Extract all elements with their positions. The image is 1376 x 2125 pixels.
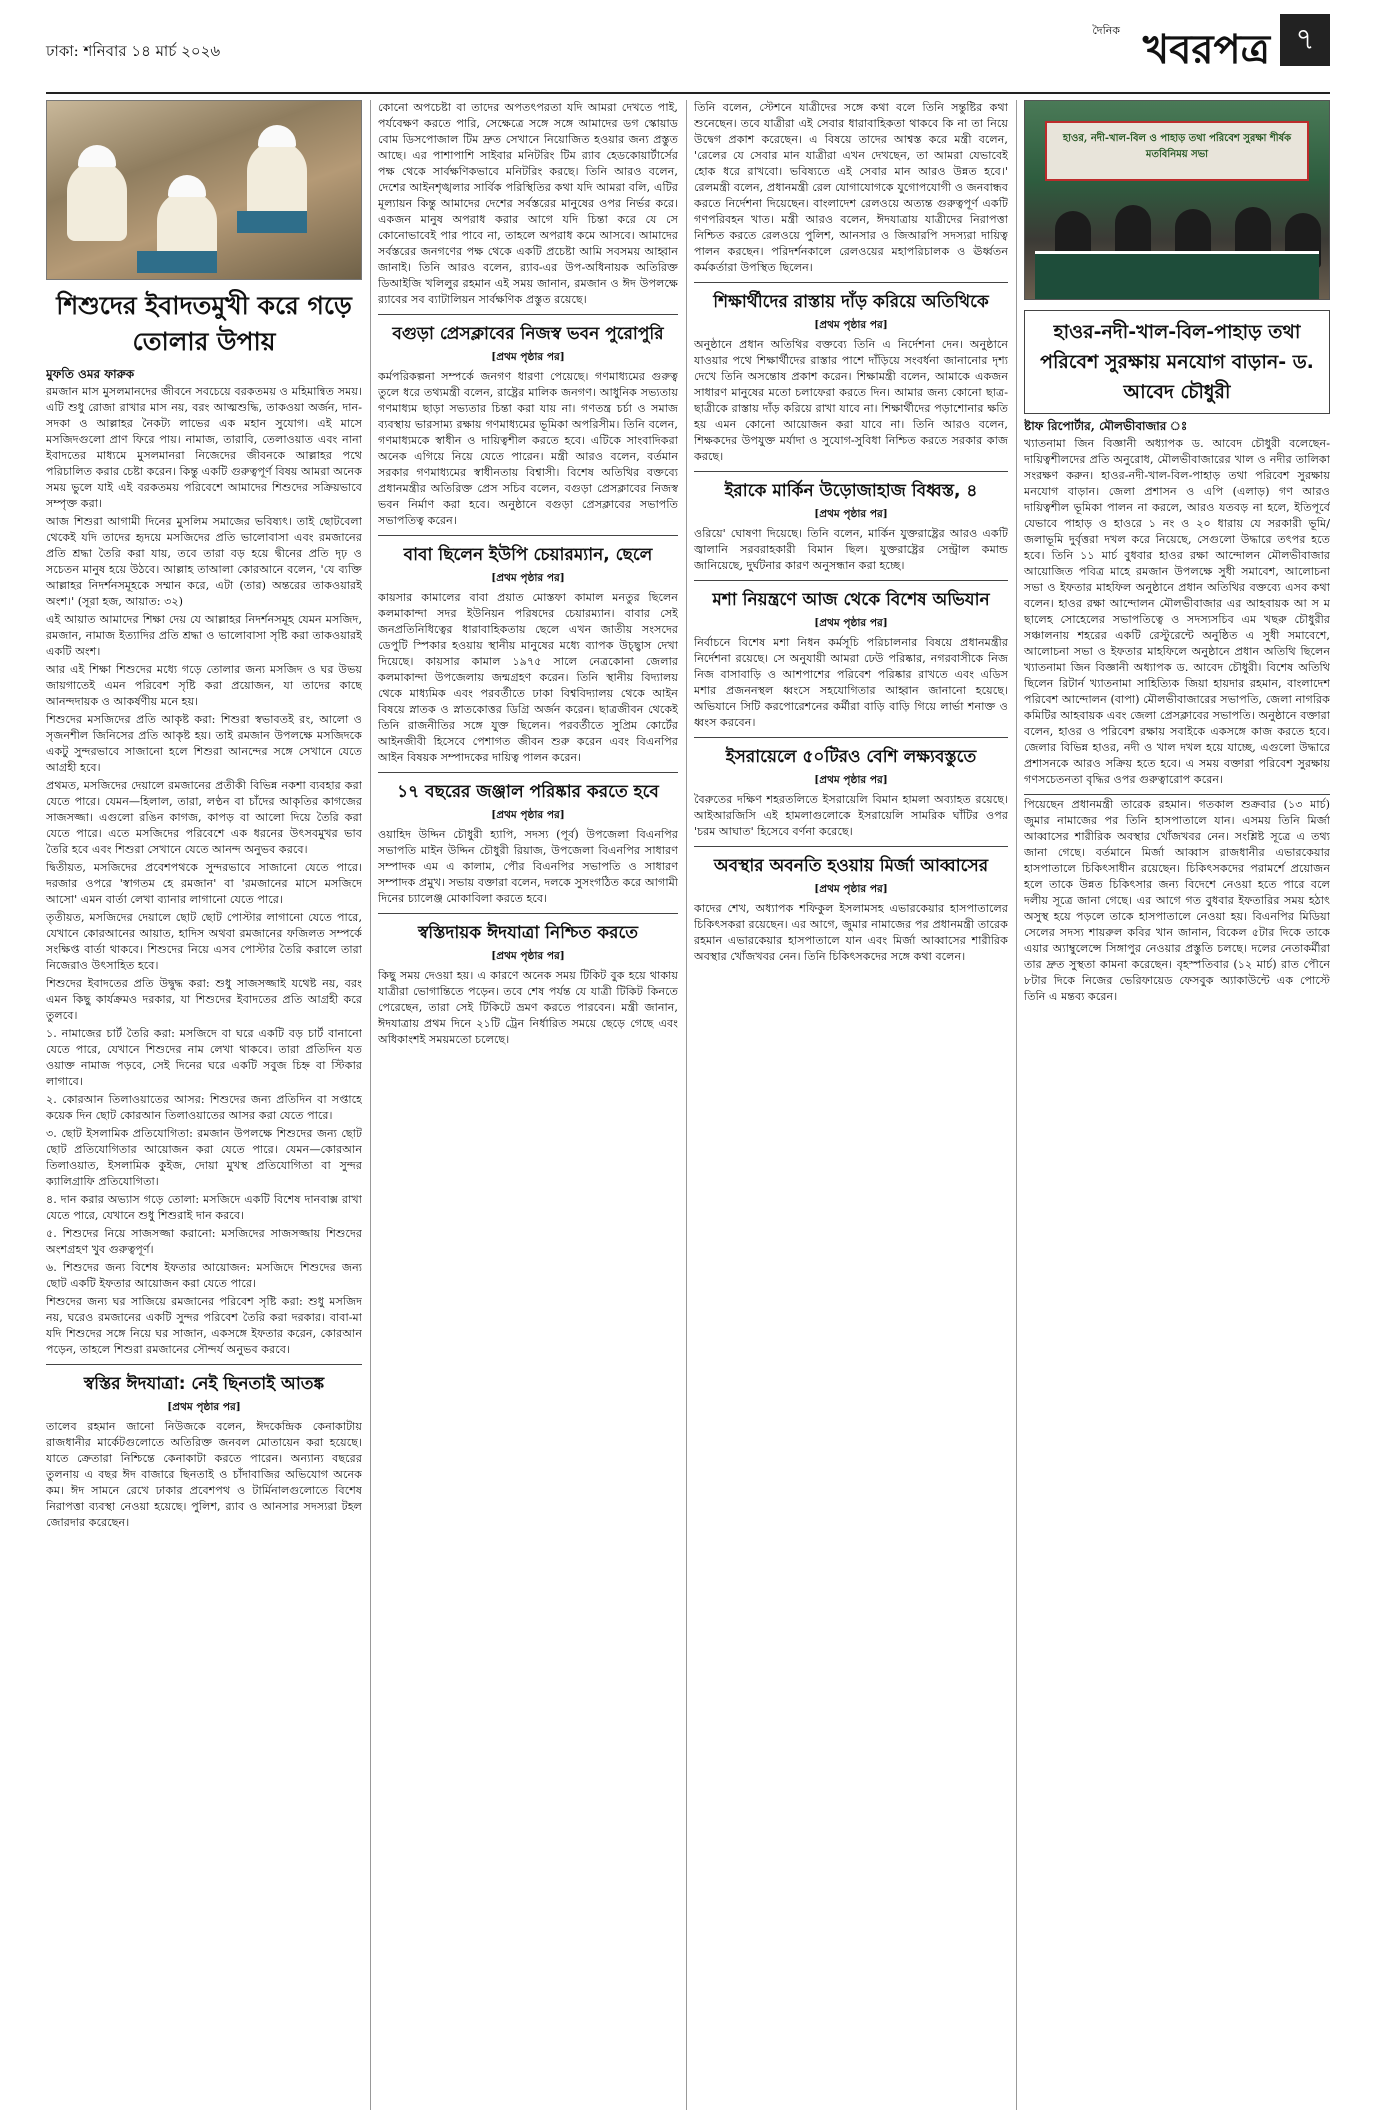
headline-israel-targets: ইসরায়েলে ৫০টিরও বেশি লক্ষ্যবস্তুতে [725, 747, 977, 767]
article-body-mirza-abbas: কাদের শেখ, অধ্যাপক শফিকুল ইসলামসহ এভারকেয়ার হাসপাতালের চিকিৎসকরা রয়েছেন। এর আগে, জুমার নামাজের পর প্রধানমন্ত্রী তারেক রহমান এভারকেয়ার হাসপাতালে যান এবং মির্জা আব্বাসের শারীরিক অবস্থার খোঁজখবর নেন। তিনি চিকিৎসকদের সঙ্গে কথা বলেন। [694, 902, 1008, 963]
article-body-students: অনুষ্ঠানে প্রধান অতিথির বক্তব্যে তিনি এ নির্দেশনা দেন। অনুষ্ঠানে যাওয়ার পথে শিক্ষার্থীদের রাস্তার পাশে দাঁড়িয়ে সংবর্ধনা জানানোর দৃশ্য দেখে তিনি অসন্তোষ প্রকাশ করেন। শিক্ষামন্ত্রী বলেন, আমাকে একজন সাধারণ মানুষের মতো চলাফেরা করতে দিন। আমার জন্য কোনো ছাত্র-ছাত্রীকে রাস্তায় দাঁড় করিয়ে রাখা যাবে না। শিক্ষার্থীদের পড়াশোনার ক্ষতি হয় এমন কোনো আয়োজন করা যাবে না। তিনি আরও বলেন, শিক্ষকদের উপযুক্ত মর্যাদা ও সুযোগ-সুবিধা নিশ্চিত করতে সরকার কাজ করছে। [694, 338, 1008, 463]
article-body-children: রমজান মাস মুসলমানদের জীবনে সবচেয়ে বরকতময় ও মহিমান্বিত সময়। এটি শুধু রোজা রাখার মাস নয়, বরং আত্মশুদ্ধি, তাকওয়া অর্জন, দান-সদকা ও আল্লাহর নৈকট্য লাভের এক মহান সুযোগ। এই মাসে মসজিদগুলো প্রাণ ফিরে পায়। নামাজ, তারাবি, তেলাওয়াত এবং নানা ইবাদতের মাধ্যমে মুসলমানরা নিজেদের জীবনকে আল্লাহর পথে পরিচালিত করার চেষ্টা করেন। কিন্তু একটি গুরুত্বপূর্ণ বিষয় আমরা অনেক সময় ভুলে যাই এই বরকতময় পরিবেশে আমাদের শিশুদের সক্রিয়ভাবে সম্পৃক্ত করা। আজ শিশুরা আগামী দিনের মুসলিম সমাজের ভবিষ্যৎ। তাই ছোটবেলা থেকেই যদি তাদের হৃদয়ে মসজিদের প্রতি ভালোবাসা এবং রমজানের প্রতি শ্রদ্ধা তৈরি করা যায়, তবে তারা বড় হয়ে দ্বীনের প্রতি দৃঢ় ও সচেতন মানুষ হয়ে উঠবে। আল্লাহ তাআলা কোরআনে বলেন, 'যে ব্যক্তি আল্লাহর নিদর্শনসমূহকে সম্মান করে, এটা (তার) অন্তরের তাকওয়ারই অংশ।' (সূরা হজ, আয়াত: ৩২) এই আয়াত আমাদের শিক্ষা দেয় যে আল্লাহর নিদর্শনসমূহ যেমন মসজিদ, রমজান, নামাজ ইত্যাদির প্রতি শ্রদ্ধা ও ভালোবাসা সৃষ্টি করা তাকওয়ারই একটি অংশ। আর এই শিক্ষা শিশুদের মধ্যে গড়ে তোলার জন্য মসজিদ ও ঘর উভয় জায়গাতেই এমন পরিবেশ সৃষ্টি করা প্রয়োজন, যা তাদের কাছে আনন্দদায়ক ও আকর্ষণীয় মনে হয়। শিশুদের মসজিদের প্রতি আকৃষ্ট করা: শিশুরা স্বভাবতই রং, আলো ও সৃজনশীল জিনিসের প্রতি আকৃষ্ট হয়। তাই রমজান উপলক্ষে মসজিদকে একটু সুন্দরভাবে সাজানো হলে শিশুরা আনন্দের সঙ্গে সেখানে যেতে আগ্রহী হবে। প্রথমত, মসজিদের দেয়ালে রমজানের প্রতীকী বিভিন্ন নকশা ব্যবহার করা যেতে পারে। যেমন—হিলাল, তারা, লণ্ঠন বা চাঁদের আকৃতির কাগজের সাজসজ্জা। এগুলো রঙিন কাগজ, কাপড় বা আলো দিয়ে তৈরি করা যেতে পারে। এতে মসজিদের পরিবেশে এক ধরনের উৎসবমুখর ভাব তৈরি হবে এবং শিশুরা সেখানে যেতে আনন্দ অনুভব করবে। দ্বিতীয়ত, মসজিদের প্রবেশপথকে সুন্দরভাবে সাজানো যেতে পারে। দরজার ওপরে 'স্বাগতম হে রমজান' বা 'রমজানের মাসে মসজিদে আসো' এমন বার্তা লেখা ব্যানার লাগানো যেতে পারে। তৃতীয়ত, মসজিদের দেয়ালে ছোট ছোট পোস্টার লাগানো যেতে পারে, যেখানে কোরআনের আয়াত, হাদিস অথবা রমজানের ফজিলত সম্পর্কে সংক্ষিপ্ত বার্তা থাকবে। শিশুদের নিয়ে এসব পোস্টার তৈরি করালে তারা নিজেরাও উৎসাহিত হবে। শিশুদের ইবাদতের প্রতি উদ্বুদ্ধ করা: শুধু সাজসজ্জাই যথেষ্ট নয়, বরং এমন কিছু কার্যক্রমও দরকার, যা শিশুদের ইবাদতের প্রতি আগ্রহী করে তুলবে। ১. নামাজের চার্ট তৈরি করা: মসজিদে বা ঘরে একটি বড় চার্ট বানানো যেতে পারে, যেখানে শিশুদের নাম লেখা থাকবে। তারা প্রতিদিন যত ওয়াক্ত নামাজ পড়বে, সেই দিনের ঘরে একটি সবুজ চিহ্ন বা স্টিকার লাগাবে। ২. কোরআন তিলাওয়াতের আসর: শিশুদের জন্য প্রতিদিন বা সপ্তাহে কয়েক দিন ছোট কোরআন তিলাওয়াতের আসর করা যেতে পারে। ৩. ছোট ইসলামিক প্রতিযোগিতা: রমজান উপলক্ষে শিশুদের জন্য ছোট ছোট প্রতিযোগিতার আয়োজন করা যেতে পারে। যেমন—কোরআন তিলাওয়াত, ইসলামিক কুইজ, দোয়া মুখস্থ প্রতিযোগিতা বা সুন্দর ক্যালিগ্রাফি প্রতিযোগিতা। ৪. দান করার অভ্যাস গড়ে তোলা: মসজিদে একটি বিশেষ দানবাক্স রাখা যেতে পারে, যেখানে শুধু শিশুরাই দান করবে। ৫. শিশুদের নিয়ে সাজসজ্জা করানো: মসজিদের সাজসজ্জায় শিশুদের অংশগ্রহণ খুব গুরুত্বপূর্ণ। ৬. শিশুদের জন্য বিশেষ ইফতার আয়োজন: মসজিদে শিশুদের জন্য ছোট একটি ইফতার আয়োজন করা যেতে পারে। শিশুদের জন্য ঘর সাজিয়ে রমজানের পরিবেশ সৃষ্টি করা: শুধু মসজিদ নয়, ঘরেও রমজানের একটি সুন্দর পরিবেশ তৈরি করা দরকার। বাবা-মা যদি শিশুদের সঙ্গে নিয়ে ঘর সাজান, একসঙ্গে ইফতার করেন, কোরআন পড়েন, তাহলে শিশুরা রমজানের সৌন্দর্য অনুভব করবে। [46, 385, 362, 1356]
headline-eid-travel: স্বস্তিদায়ক ঈদযাত্রা নিশ্চিত করতে [417, 923, 639, 943]
column-1 [46, 100, 362, 2110]
date-line: ঢাকা: শনিবার ১৪ মার্চ ২০২৬ [46, 42, 221, 60]
photo-banner-text: হাওর, নদী-খাল-বিল ও পাহাড় তথা পরিবেশ সুরক্ষা শীর্ষক মতবিনিময় সভা [1062, 133, 1292, 160]
newspaper-logo: খবরপত্র [1142, 27, 1270, 73]
headline-students-street: শিক্ষার্থীদের রাস্তায় দাঁড় করিয়ে অতিথিকে [713, 292, 989, 312]
continued-label: [প্রথম পৃষ্ঠার পর] [167, 1401, 241, 1413]
brand-prefix: দৈনিক [1092, 24, 1120, 37]
column-4 [1024, 100, 1330, 2110]
article-body-mirza-continued: পিয়েছেন প্রধানমন্ত্রী তারেক রহমান। গতকাল শুক্রবার (১৩ মার্চ) জুমার নামাজের পর তিনি হাসপাতালে যান। এসময় তিনি মির্জা আব্বাসের শারীরিক অবস্থার খোঁজখবর নেন। সংশ্লিষ্ট সূত্রে এ তথ্য জানা গেছে। বর্তমানে মির্জা আব্বাস রাজধানীর এভারকেয়ার হাসপাতালে চিকিৎসাধীন রয়েছেন। চিকিৎসকদের পরামর্শে প্রয়োজন হলে তাকে উন্নত চিকিৎসার জন্য বিদেশে নেওয়া হতে পারে বলে দলীয় সূত্রে জানা গেছে। এর আগে গত বুধবার ইফতারির সময় হঠাৎ অসুস্থ হয়ে পড়লে তাকে হাসপাতালে নেওয়া হয়। বিএনপির মিডিয়া সেলের সদস্য শায়রুল কবির খান জানান, বিকেল ৫টার দিকে তাকে এয়ার অ্যাম্বুলেন্সে সিঙ্গাপুর নেওয়ার প্রস্তুতি চলছে। দলের নেতাকর্মীরা তার দ্রুত সুস্থতা কামনা করেছেন। বৃহস্পতিবার (১২ মার্চ) রাত পৌনে ৮টার দিকে নিজের ভেরিফায়েড ফেসবুক অ্যাকাউন্টে এক পোস্টে তিনি এ মন্তব্য করেন। [1024, 798, 1330, 1003]
article-body-bogura: কর্মপরিকল্পনা সম্পর্কে জনগণ ধারণা পেয়েছে। গণমাধ্যমের গুরুত্ব তুলে ধরে তথ্যমন্ত্রী বলেন, রাষ্ট্রের মালিক জনগণ। আধুনিক সভ্যতায় গণমাধ্যম ছাড়া সভ্যতার চিন্তা করা যায় না। গণতন্ত্র চর্চা ও সমাজ ব্যবস্থায় ভারসাম্য রক্ষায় গণমাধ্যমের ভূমিকা অপরিসীম। তিনি বলেন, গণমাধ্যমকে স্বাধীন ও দায়িত্বশীল করতে হবে। এটিকে সাংবাদিকরা অনেক এগিয়ে নিয়ে যেতে পারেন। মন্ত্রী আরও বলেন, বর্তমান সরকার গণমাধ্যমের স্বাধীনতায় বিশ্বাসী। বিশেষ অতিথির বক্তব্যে প্রধানমন্ত্রীর অতিরিক্ত প্রেস সচিব বলেন, বগুড়া প্রেসক্লাবের নিজস্ব ভবন নির্মাণ করা হবে। অনুষ্ঠানে বগুড়া প্রেসক্লাবের সভাপতি সভাপতিত্ব করেন। [378, 370, 678, 527]
reporter-line: ষ্টাফ রিপোর্টার, মৌলভীবাজার ঃ [1024, 419, 1188, 433]
headline-bogura-pressclub: বগুড়া প্রেসক্লাবের নিজস্ব ভবন পুরোপুরি [392, 324, 664, 344]
environment-article-box [1024, 310, 1330, 414]
page-header [46, 14, 1330, 94]
article-body-eid: তালেব রহমান জানো নিউজকে বলেন, ঈদকেন্দ্রিক কেনাকাটায় রাজধানীর মার্কেটগুলোতে অতিরিক্ত জনবল মোতায়েন করা হয়েছে। যাতে ক্রেতারা নিশ্চিন্তে কেনাকাটা করতে পারেন। অন্যান্য বছরের তুলনায় এ বছর ঈদ বাজারে ছিনতাই ও চাঁদাবাজির অভিযোগ অনেক কম। ঈদ সামনে রেখে ঢাকার প্রবেশপথ ও টার্মিনালগুলোতে বিশেষ নিরাপত্তা ব্যবস্থা নেওয়া হয়েছে। পুলিশ, র‍্যাব ও আনসার সদস্যরা টহল জোরদার করেছেন। [46, 1420, 362, 1529]
page-number: ৭ [1280, 14, 1330, 66]
headline-up-chairman: বাবা ছিলেন ইউপি চেয়ারম্যান, ছেলে [403, 545, 653, 565]
headline-mosquito-drive: মশা নিয়ন্ত্রণে আজ থেকে বিশেষ অভিযান [712, 590, 990, 610]
article-body-17-years: ওয়াহিদ উদ্দিন চৌধুরী হ্যাপি, সদস্য (পূর্ব) উপজেলা বিএনপির সভাপতি মাইন উদ্দিন চৌধুরী রিয়াজ, উপজেলা বিএনপির সাধারণ সম্পাদক এম এ কালাম, পৌর বিএনপির সভাপতি ও সাধারণ সম্পাদক প্রমুখ। সভায় বক্তারা বলেন, দলকে সুসংগঠিত করে আগামী দিনের চ্যালেঞ্জ মোকাবিলা করতে হবে। [378, 828, 678, 905]
byline: মুফতি ওমর ফারুক [46, 367, 135, 381]
article-body-environment: খ্যাতনামা জিন বিজ্ঞানী অধ্যাপক ড. আবেদ চৌধুরী বলেছেন- দায়িত্বশীলদের প্রতি অনুরোধ, মৌলভীবাজারের খাল ও নদীর তালিকা সংরক্ষণ করুন। হাওর-নদী-খাল-বিল-পাহাড় তথা পরিবেশ সুরক্ষায় মনযোগ বাড়ান। জেলা প্রশাসন ও এপি (এলাড়) গণ আরও দায়িত্বশীল ভূমিকা পালন না করলে, আরও যতবড় না হলে, ইতিপূর্বে যেভাবে পাহাড় ও হাওরে ১ নং ও ২০ ধারায় যে সরকারী ভূমি/জলাভূমি দুর্বৃত্তরা দখল করে নিয়েছে, সেগুলো উদ্ধারে তৎপর হতে হবে। তিনি ১১ মার্চ বুধবার হাওর রক্ষা আন্দোলন মৌলভীবাজার আয়োজিত পবিত্র মাহে রমজান উপলক্ষে সুধী সমাবেশ, আলোচনা সভা ও ইফতার মাহফিল অনুষ্ঠানে প্রধান অতিথির বক্তব্যে এসব কথা বলেন। হাওর রক্ষা আন্দোলন মৌলভীবাজার এর আহবায়ক আ স ম ছালেহ সোহেলের সভাপতিত্বে ও সদস্যসচিব এম খছরু চৌধুরীর সঞ্চালনায় শহরের একটি রেস্টুরেন্টে অনুষ্ঠিত এ সুধী সমাবেশে, আলোচনা সভা ও ইফতার মাহফিলে অনুষ্ঠানে প্রধান অতিথি ছিলেন খ্যাতনামা জিন বিজ্ঞানী অধ্যাপক ড. আবেদ চৌধুরী। বিশেষ অতিথি ছিলেন রিটার্ন খ্যাতনামা সাহিত্যিক জিয়া হায়দার রহমান, বাংলাদেশ পরিবেশ আন্দোলন (বাপা) মৌলভীবাজারের সভাপতি, জেলা নাগরিক কমিটির আহবায়ক এবং জেলা প্রেসক্লাবের সভাপতি। অনুষ্ঠানে বক্তারা বলেন, হাওর ও পরিবেশ রক্ষায় সবাইকে একসঙ্গে কাজ করতে হবে। জেলার বিভিন্ন হাওর, নদী ও খাল দখল হয়ে যাচ্ছে, এগুলো উদ্ধারে প্রশাসনকে আরও সক্রিয় হতে হবে। এ সময় বক্তারা পরিবেশ সুরক্ষায় গণসচেতনতা বৃদ্ধির ওপর গুরুত্বারোপ করেন। [1024, 437, 1330, 786]
article-body-israel: বৈরুতের দক্ষিণ শহরতলিতে ইসরায়েলি বিমান হামলা অব্যাহত রয়েছে। আইআরজিসি এই হামলাগুলোকে ইসরায়েলি সামরিক ঘাঁটির ওপর 'চরম আঘাত' হিসেবে বর্ণনা করেছে। [694, 793, 1008, 838]
column-3: তিনি বলেন, স্টেশনে যাত্রীদের সঙ্গে কথা বলে তিনি সন্তুষ্টির কথা শুনেছেন। তবে যাত্রীরা এই সেবার ধারাবাহিকতা থাকবে কি না তা নিয়ে উদ্বেগ প্রকাশ করেছেন। এ বিষয়ে তাদের আশ্বস্ত করে মন্ত্রী বলেন, 'রেলের যে সেবার মান যাত্রীরা এখন দেখছেন, তা আমরা যেভাবেই হোক ধরে রাখবো। ভবিষ্যতে এই সেবার মান আরও উন্নত হবে।' রেলমন্ত্রী বলেন, প্রধানমন্ত্রী রেল যোগাযোগকে যুগোপযোগী ও জনবান্ধব করতে নির্দেশনা দিয়েছেন। বাংলাদেশ রেলওয়ে অত্যন্ত গুরুত্বপূর্ণ একটি গণপরিবহন খাত। মন্ত্রী আরও বলেন, ঈদযাত্রায় যাত্রীদের নিরাপত্তা নিশ্চিত করতে রেলওয়ে পুলিশ, আনসার ও জিআরপি সদস্যরা দায়িত্ব পালন করছেন। পরিদর্শনকালে রেলওয়ের মহাপরিচালক ও ঊর্ধ্বতন কর্মকর্তারা উপস্থিত ছিলেন। শিক্ষার্থীদের রাস্তায় দাঁড় করিয়ে অতিথিকে [প্রথম পৃষ্ঠার পর] অনুষ্ঠানে প্রধান অতিথির বক্তব্যে তিনি এ নির্দেশনা দেন। অনুষ্ঠানে যাওয়ার পথে শিক্ষার্থীদের রাস্তার পাশে দাঁড়িয়ে সংবর্ধনা জানানোর দৃশ্য দেখে তিনি অসন্তোষ প্রকাশ করেন। শিক্ষামন্ত্রী বলেন, আমাকে একজন সাধারণ মানুষের মতো চলাফেরা করতে দিন। আমার জন্য কোনো ছাত্র-ছাত্রীকে রাস্তায় দাঁড় করিয়ে রাখা যাবে না। শিক্ষার্থীদের পড়াশোনার ক্ষতি হয় এমন কোনো আয়োজন করা যাবে না। তিনি আরও বলেন, শিক্ষকদের উপযুক্ত মর্যাদা ও সুযোগ-সুবিধা নিশ্চিত করতে সরকার কাজ করছে। ইরাকে মার্কিন উড়োজাহাজ বিধ্বস্ত, ৪ [প্রথম পৃষ্ঠার পর] ওরিয়ে' ঘোষণা দিয়েছে। তিনি বলেন, মার্কিন যুক্তরাষ্ট্রের আরও একটি জ্বালানি সরবরাহকারী বিমান ছিল। যুক্তরাষ্ট্রের সেন্ট্রাল কমান্ড জানিয়েছে, দুর্ঘটনার কারণ অনুসন্ধান করা হচ্ছে। মশা নিয়ন্ত্রণে আজ থেকে বিশেষ অভিযান [প্রথম পৃষ্ঠার পর] নির্বাচনে বিশেষ মশা নিধন কর্মসূচি পরিচালনার বিষয়ে প্রধানমন্ত্রীর নির্দেশনা রয়েছে। সে অনুযায়ী আমরা ঢেউ পরিষ্কার, নগরবাসীকে নিজ নিজ বাসাবাড়ি ও আশপাশের পরিবেশ পরিষ্কার রাখতে এবং এডিস মশার প্রজননস্থল ধ্বংসে সহযোগিতার আহ্বান জানানো হয়েছে। অভিযানে সিটি করপোরেশনের কর্মীরা বাড়ি বাড়ি গিয়ে লার্ভা শনাক্ত ও ধ্বংস করবেন। ইসরায়েলে ৫০টিরও বেশি লক্ষ্যবস্তুতে [প্রথম পৃষ্ঠার পর] বৈরুতের দক্ষিণ শহরতলিতে ইসরায়েলি বিমান হামলা অব্যাহত রয়েছে। আইআরজিসি এই হামলাগুলোকে ইসরায়েলি সামরিক ঘাঁটির ওপর 'চরম আঘাত' হিসেবে বর্ণনা করেছে। অবস্থার অবনতি হওয়ায় মির্জা আব্বাসের [প্রথম পৃষ্ঠার পর] কাদের শেখ, অধ্যাপক শফিকুল ইসলামসহ এভারকেয়ার হাসপাতালের চিকিৎসকরা রয়েছেন। এর আগে, জুমার নামাজের পর প্রধানমন্ত্রী তারেক রহমান এভারকেয়ার হাসপাতালে যান এবং মির্জা আব্বাসের শারীরিক অবস্থার খোঁজখবর নেন। তিনি চিকিৎসকদের সঙ্গে কথা বলেন। [694, 101, 1008, 963]
headline-iraq-crash: ইরাকে মার্কিন উড়োজাহাজ বিধ্বস্ত, ৪ [724, 481, 978, 501]
headline-children-worship: শিশুদের ইবাদতমুখী করে গড়ে তোলার উপায় [56, 291, 352, 356]
environment-meeting-photo [1024, 100, 1330, 300]
headline-mirza-abbas: অবস্থার অবনতি হওয়ায় মির্জা আব্বাসের [713, 856, 989, 876]
article-body-chairman: কায়সার কামালের বাবা প্রয়াত মোস্তফা কামাল মনতুর ছিলেন কলমাকান্দা সদর ইউনিয়ন পরিষদের চেয়ারম্যান। বাবার সেই জনপ্রতিনিধিত্বের ধারাবাহিকতায় ছেলে এখন জাতীয় সংসদের ডেপুটি স্পিকার হওয়ায় স্থানীয় মানুষের মধ্যে ব্যাপক উচ্ছ্বাস দেখা দিয়েছে। কায়সার কামাল ১৯৭৫ সালে নেত্রকোনা জেলার কলমাকান্দা উপজেলায় জন্মগ্রহণ করেন। তিনি স্থানীয় বিদ্যালয় থেকে মাধ্যমিক এবং পরবর্তীতে ঢাকা বিশ্ববিদ্যালয় থেকে আইন বিষয়ে স্নাতক ও স্নাতকোত্তর ডিগ্রি অর্জন করেন। ছাত্রজীবন থেকেই তিনি রাজনীতির সঙ্গে যুক্ত ছিলেন। পরবর্তীতে সুপ্রিম কোর্টের আইনজীবী হিসেবে পেশাগত জীবন শুরু করেন এবং বিএনপির আইন বিষয়ক সম্পাদকের দায়িত্ব পালন করেন। [378, 591, 678, 764]
headline-eid-journey: স্বস্তির ঈদযাত্রা: নেই ছিনতাই আতঙ্ক [83, 1374, 325, 1394]
article-body-iraq: ওরিয়ে' ঘোষণা দিয়েছে। তিনি বলেন, মার্কিন যুক্তরাষ্ট্রের আরও একটি জ্বালানি সরবরাহকারী বিমান ছিল। যুক্তরাষ্ট্রের সেন্ট্রাল কমান্ড জানিয়েছে, দুর্ঘটনার কারণ অনুসন্ধান করা হচ্ছে। [694, 527, 1008, 572]
article-body-eid-travel: কিছু সময় দেওয়া হয়। এ কারণে অনেক সময় টিকিট বুক হয়ে থাকায় যাত্রীরা ভোগান্তিতে পড়েন। তবে শেষ পর্যন্ত যে যাত্রী টিকিট কিনতে পেরেছেন, তারা সেই টিকিটে ভ্রমণ করতে পারবেন। মন্ত্রী জানান, ঈদযাত্রায় প্রথম দিনে ২১টি ট্রেন নির্ধারিত সময়ে ছেড়ে গেছে এবং অধিকাংশই সময়মতো চলেছে। [378, 969, 678, 1046]
headline-17-years: ১৭ বছরের জঞ্জাল পরিষ্কার করতে হবে [397, 782, 659, 802]
article-body-mosquito: নির্বাচনে বিশেষ মশা নিধন কর্মসূচি পরিচালনার বিষয়ে প্রধানমন্ত্রীর নির্দেশনা রয়েছে। সে অনুযায়ী আমরা ঢেউ পরিষ্কার, নগরবাসীকে নিজ নিজ বাসাবাড়ি ও আশপাশের পরিবেশ পরিষ্কার রাখতে এবং এডিস মশার প্রজননস্থল ধ্বংসে সহযোগিতার আহ্বান জানানো হয়েছে। অভিযানে সিটি করপোরেশনের কর্মীরা বাড়ি বাড়ি গিয়ে লার্ভা শনাক্ত ও ধ্বংস করবেন। [694, 636, 1008, 729]
column-2: কোনো অপচেষ্টা বা তাদের অপতৎপরতা যদি আমরা দেখতে পাই, পর্যবেক্ষণ করতে পারি, সেক্ষেত্রে সঙ্গে সঙ্গে আমাদের ডগ স্কোয়াড বোম ডিসপোজাল টিম দ্রুত সেখানে নিয়োজিত হওয়ার জন্য প্রস্তুত আছে। এর পাশাপাশি সাইবার মনিটরিং টিম র‍্যাব হেডকোয়ার্টার্সের পক্ষ থেকে সার্বক্ষণিকভাবে মনিটরিং করছে। তিনি আরও বলেন, দেশের আইনশৃঙ্খলার সার্বিক পরিস্থিতির কথা যদি আমরা বলি, এটির মূল্যায়ন কিন্তু আমাদের দেশের সর্বস্তরের মানুষের ওপর নির্ভর করে। একজন মানুষ অপরাধ করার আগে যদি চিন্তা করে যে সে কোনোভাবেই পার পাবে না, তাহলে অপরাধ কমে আসবে। আমাদের সর্বস্তরের জনগণের পক্ষ থেকে একটি প্রচেষ্টা আমি সবসময় আহ্বান জানাই। তিনি আরও বলেন, র‍্যাব-এর উপ-অধিনায়ক অতিরিক্ত ডিআইজি খলিলুর রহমান এই সময় জানান, রমজান ও ঈদ উপলক্ষে র‍্যাবের সব ব্যাটালিয়ন সার্বক্ষণিক প্রস্তুত রয়েছে। বগুড়া প্রেসক্লাবের নিজস্ব ভবন পুরোপুরি [প্রথম পৃষ্ঠার পর] কর্মপরিকল্পনা সম্পর্কে জনগণ ধারণা পেয়েছে। গণমাধ্যমের গুরুত্ব তুলে ধরে তথ্যমন্ত্রী বলেন, রাষ্ট্রের মালিক জনগণ। আধুনিক সভ্যতায় গণমাধ্যম ছাড়া সভ্যতার চিন্তা করা যায় না। গণতন্ত্র চর্চা ও সমাজ ব্যবস্থায় ভারসাম্য রক্ষায় গণমাধ্যমের ভূমিকা অপরিসীম। তিনি বলেন, গণমাধ্যমকে স্বাধীন ও দায়িত্বশীল করতে হবে। এটিকে সাংবাদিকরা অনেক এগিয়ে নিয়ে যেতে পারেন। মন্ত্রী আরও বলেন, বর্তমান সরকার গণমাধ্যমের স্বাধীনতায় বিশ্বাসী। বিশেষ অতিথির বক্তব্যে প্রধানমন্ত্রীর অতিরিক্ত প্রেস সচিব বলেন, বগুড়া প্রেসক্লাবের নিজস্ব ভবন নির্মাণ করা হবে। অনুষ্ঠানে বগুড়া প্রেসক্লাবের সভাপতি সভাপতিত্ব করেন। বাবা ছিলেন ইউপি চেয়ারম্যান, ছেলে [প্রথম পৃষ্ঠার পর] কায়সার কামালের বাবা প্রয়াত মোস্তফা কামাল মনতুর ছিলেন কলমাকান্দা সদর ইউনিয়ন পরিষদের চেয়ারম্যান। বাবার সেই জনপ্রতিনিধিত্বের ধারাবাহিকতায় ছেলে এখন জাতীয় সংসদের ডেপুটি স্পিকার হওয়ায় স্থানীয় মানুষের মধ্যে ব্যাপক উচ্ছ্বাস দেখা দিয়েছে। কায়সার কামাল ১৯৭৫ সালে নেত্রকোনা জেলার কলমাকান্দা উপজেলায় জন্মগ্রহণ করেন। তিনি স্থানীয় বিদ্যালয় থেকে মাধ্যমিক এবং পরবর্তীতে ঢাকা বিশ্ববিদ্যালয় থেকে আইন বিষয়ে স্নাতক ও স্নাতকোত্তর ডিগ্রি অর্জন করেন। ছাত্রজীবন থেকেই তিনি রাজনীতির সঙ্গে যুক্ত ছিলেন। পরবর্তীতে সুপ্রিম কোর্টের আইনজীবী হিসেবে পেশাগত জীবন শুরু করেন এবং বিএনপির আইন বিষয়ক সম্পাদকের দায়িত্ব পালন করেন। ১৭ বছরের জঞ্জাল পরিষ্কার করতে হবে [প্রথম পৃষ্ঠার পর] ওয়াহিদ উদ্দিন চৌধুরী হ্যাপি, সদস্য (পূর্ব) উপজেলা বিএনপির সভাপতি মাইন উদ্দিন চৌধুরী রিয়াজ, উপজেলা বিএনপির সাধারণ সম্পাদক এম এ কালাম, পৌর বিএনপির সভাপতি ও সাধারণ সম্পাদক প্রমুখ। সভায় বক্তারা বলেন, দলকে সুসংগঠিত করে আগামী দিনের চ্যালেঞ্জ মোকাবিলা করতে হবে। স্বস্তিদায়ক ঈদযাত্রা নিশ্চিত করতে [প্রথম পৃষ্ঠার পর] কিছু সময় দেওয়া হয়। এ কারণে অনেক সময় টিকিট বুক হয়ে থাকায় যাত্রীরা ভোগান্তিতে পড়েন। তবে শেষ পর্যন্ত যে যাত্রী টিকিট কিনতে পেরেছেন, তারা সেই টিকিটে ভ্রমণ করতে পারবেন। মন্ত্রী জানান, ঈদযাত্রায় প্রথম দিনে ২১টি ট্রেন নির্ধারিত সময়ে ছেড়ে গেছে এবং অধিকাংশই সময়মতো চলেছে। [378, 101, 678, 1046]
article-body-railway: তিনি বলেন, স্টেশনে যাত্রীদের সঙ্গে কথা বলে তিনি সন্তুষ্টির কথা শুনেছেন। তবে যাত্রীরা এই সেবার ধারাবাহিকতা থাকবে কি না তা নিয়ে উদ্বেগ প্রকাশ করেছেন। এ বিষয়ে তাদের আশ্বস্ত করে মন্ত্রী বলেন, 'রেলের যে সেবার মান যাত্রীরা এখন দেখছেন, তা আমরা যেভাবেই হোক ধরে রাখবো। ভবিষ্যতে এই সেবার মান আরও উন্নত হবে।' রেলমন্ত্রী বলেন, প্রধানমন্ত্রী রেল যোগাযোগকে যুগোপযোগী ও জনবান্ধব করতে নির্দেশনা দিয়েছেন। বাংলাদেশ রেলওয়ে অত্যন্ত গুরুত্বপূর্ণ একটি গণপরিবহন খাত। মন্ত্রী আরও বলেন, ঈদযাত্রায় যাত্রীদের নিরাপত্তা নিশ্চিত করতে রেলওয়ে পুলিশ, আনসার ও জিআরপি সদস্যরা দায়িত্ব পালন করছেন। পরিদর্শনকালে রেলওয়ের মহাপরিচালক ও ঊর্ধ্বতন কর্মকর্তারা উপস্থিত ছিলেন। [694, 101, 1008, 274]
children-praying-photo [46, 100, 362, 280]
article-body-rab: কোনো অপচেষ্টা বা তাদের অপতৎপরতা যদি আমরা দেখতে পাই, পর্যবেক্ষণ করতে পারি, সেক্ষেত্রে সঙ্গে সঙ্গে আমাদের ডগ স্কোয়াড বোম ডিসপোজাল টিম দ্রুত সেখানে নিয়োজিত হওয়ার জন্য প্রস্তুত আছে। এর পাশাপাশি সাইবার মনিটরিং টিম র‍্যাব হেডকোয়ার্টার্সের পক্ষ থেকে সার্বক্ষণিকভাবে মনিটরিং করছে। তিনি আরও বলেন, দেশের আইনশৃঙ্খলার সার্বিক পরিস্থিতির কথা যদি আমরা বলি, এটির মূল্যায়ন কিন্তু আমাদের দেশের সর্বস্তরের মানুষের ওপর নির্ভর করে। একজন মানুষ অপরাধ করার আগে যদি চিন্তা করে যে সে কোনোভাবেই পার পাবে না, তাহলে অপরাধ কমে আসবে। আমাদের সর্বস্তরের জনগণের পক্ষ থেকে একটি প্রচেষ্টা আমি সবসময় আহ্বান জানাই। তিনি আরও বলেন, র‍্যাব-এর উপ-অধিনায়ক অতিরিক্ত ডিআইজি খলিলুর রহমান এই সময় জানান, রমজান ও ঈদ উপলক্ষে র‍্যাবের সব ব্যাটালিয়ন সার্বক্ষণিক প্রস্তুত রয়েছে। [378, 101, 678, 306]
headline-environment: হাওর-নদী-খাল-বিল-পাহাড় তথা পরিবেশ সুরক্ষায় মনযোগ বাড়ান- ড. আবেদ চৌধুরী [1040, 321, 1314, 403]
